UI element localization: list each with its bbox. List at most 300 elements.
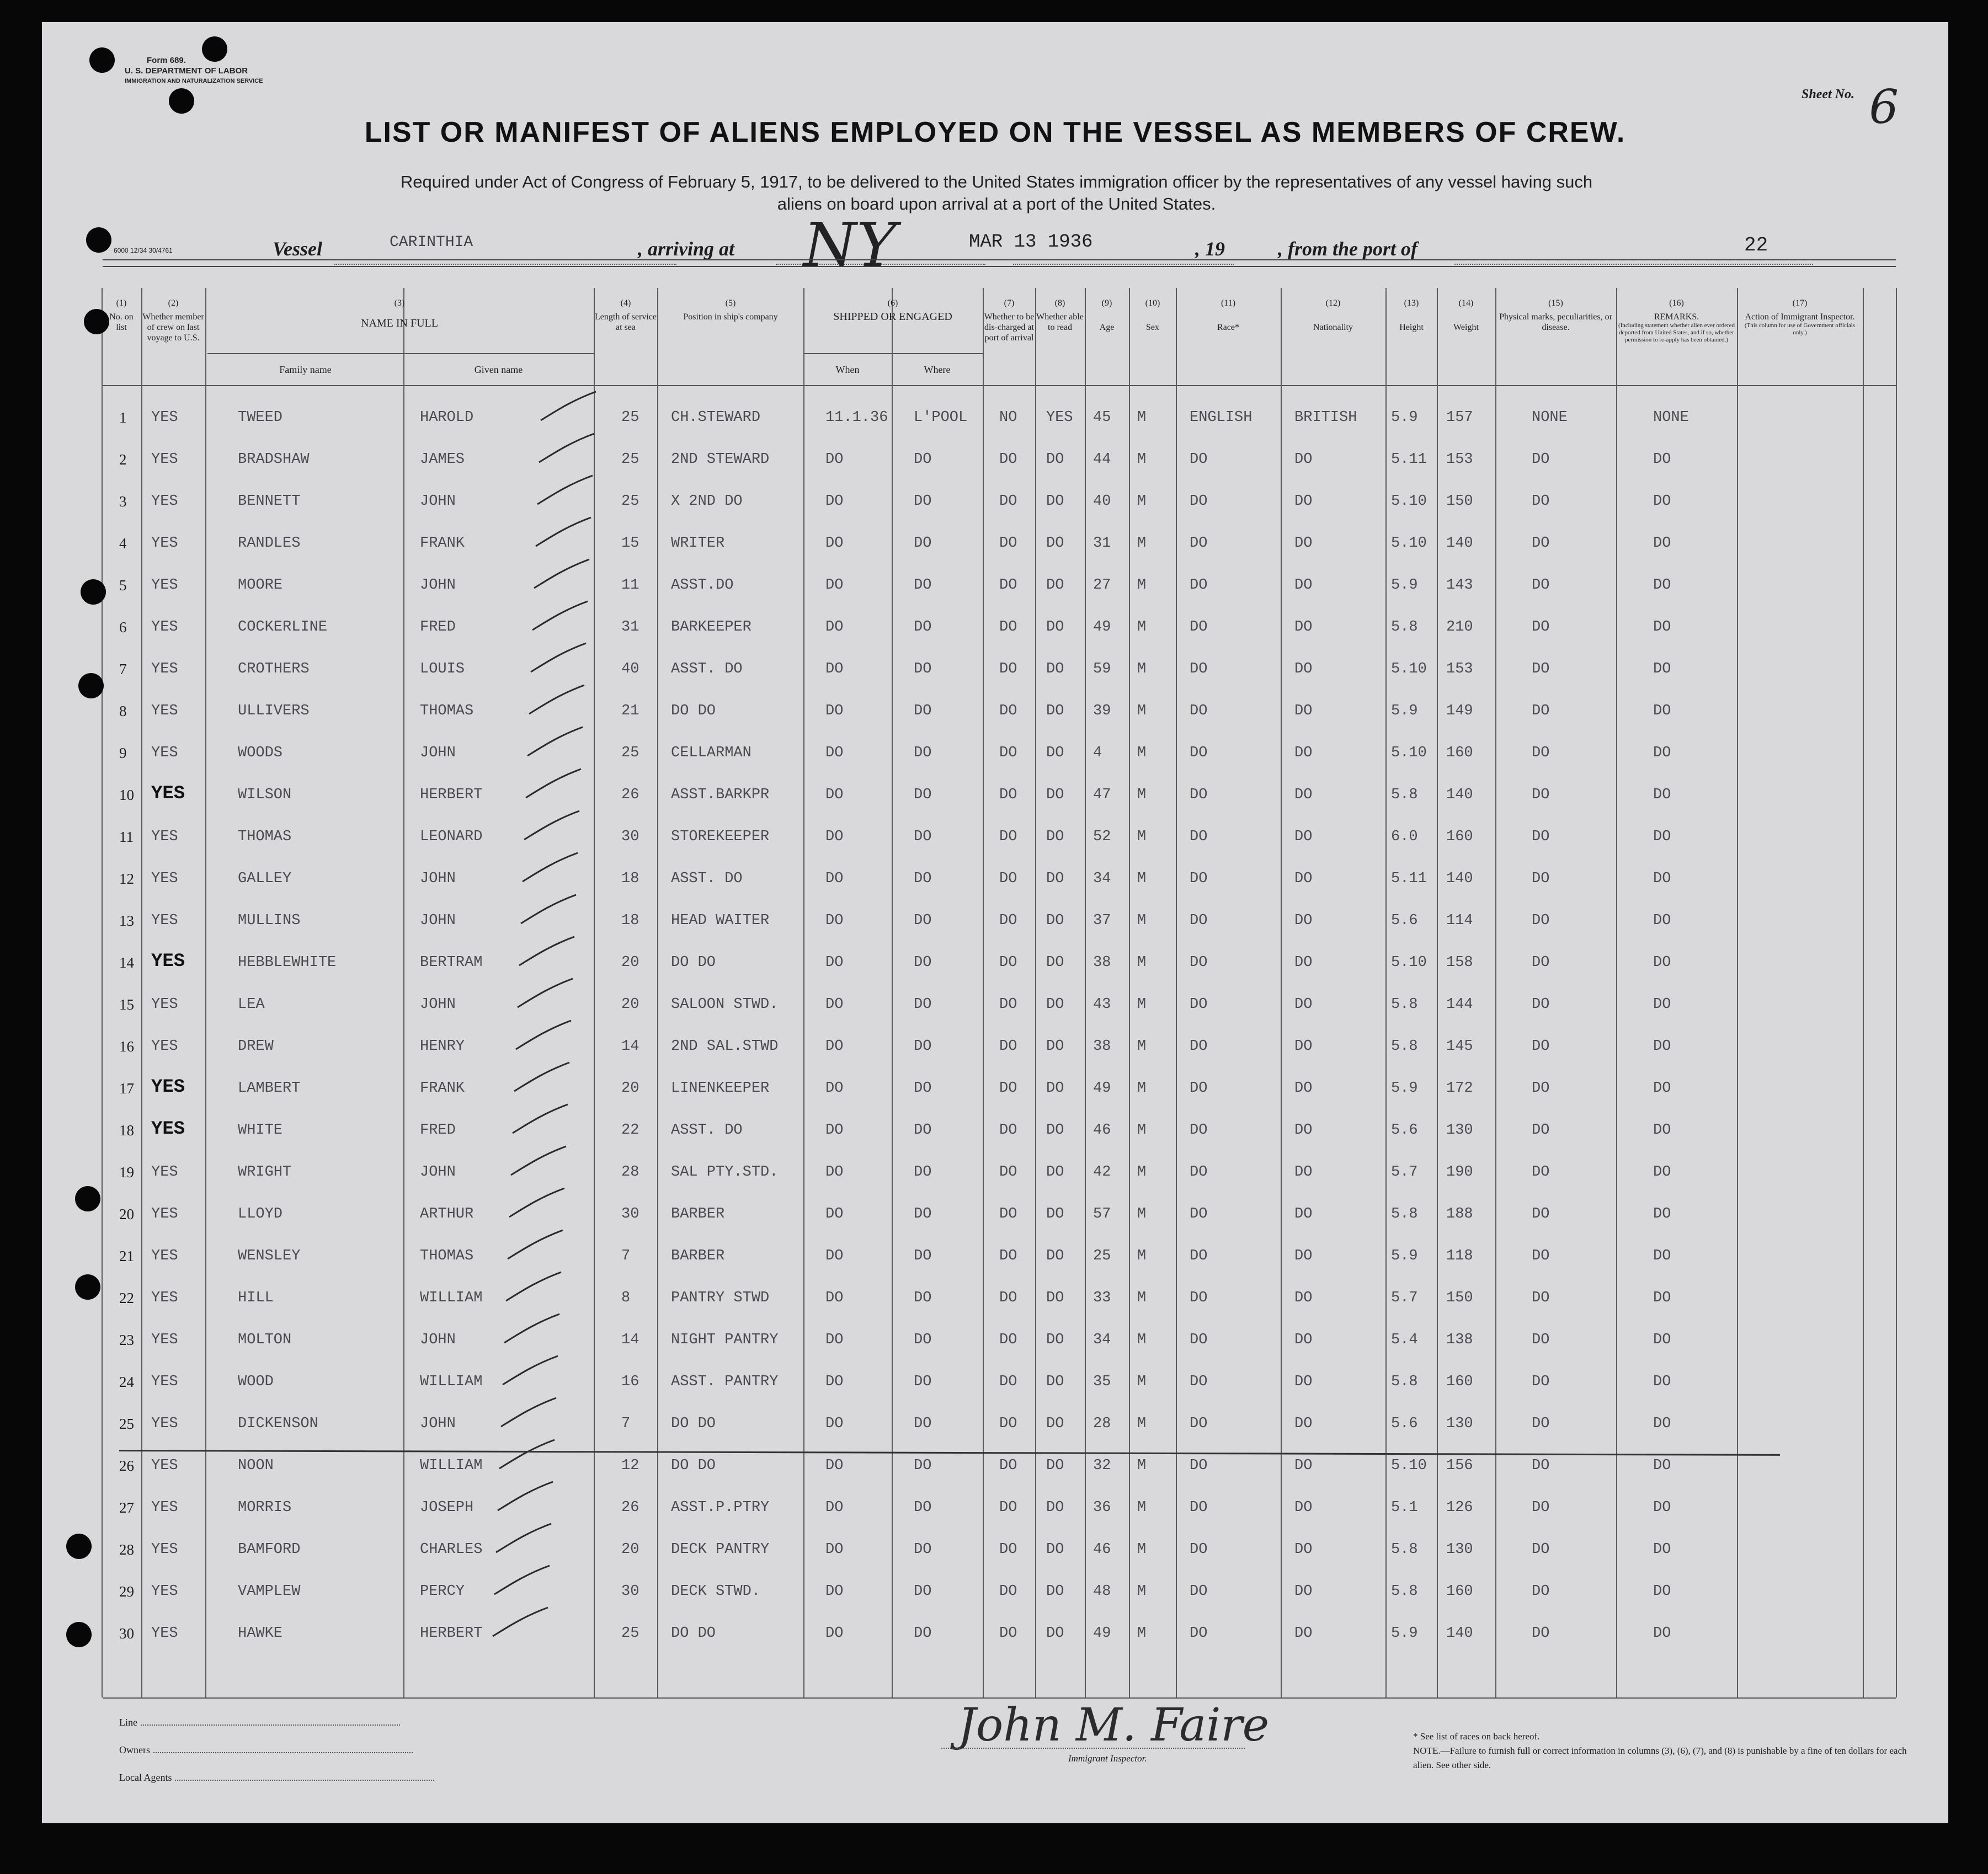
col-header-when: When [835,364,860,375]
cell-given: JOSEPH [420,1499,474,1516]
cell-discharged: DO [999,451,1017,468]
cell-race: DO [1190,535,1208,552]
cell-age: 31 [1093,535,1111,552]
cell-service: 18 [621,871,639,887]
punch-hole [202,36,227,62]
cell-discharged: DO [999,1625,1017,1642]
cell-family: DICKENSON [238,1416,318,1432]
cell-given: JAMES [420,451,465,468]
cell-service: 28 [621,1164,639,1181]
table-row [42,1068,1948,1101]
cell-discharged: DO [999,1499,1017,1516]
cell-where: DO [914,1206,932,1222]
cell-no: 20 [119,1206,134,1222]
cell-family: BRADSHAW [238,451,310,468]
cell-crew: YES [151,1374,178,1390]
cell-height: 5.11 [1391,451,1427,468]
cell-discharged: DO [999,871,1017,887]
cell-marks: DO [1532,1625,1550,1642]
cell-marks: DO [1532,661,1550,677]
inspector-signature: John M. Faire [958,1699,1270,1752]
cell-height: 5.9 [1391,409,1418,426]
col-header-shipped: (6) SHIPPED OR ENGAGED [833,298,952,323]
punch-hole [75,1186,100,1211]
cell-age: 35 [1093,1374,1111,1390]
cell-position: BARKEEPER [671,619,752,636]
cell-sex: M [1137,1541,1147,1558]
cell-discharged: DO [999,1248,1017,1264]
cell-where: DO [914,1457,932,1474]
cell-age: 34 [1093,871,1111,887]
cell-sex: M [1137,1080,1147,1097]
cell-no: 7 [119,661,127,677]
check-mark-icon [529,641,589,674]
cell-when: DO [825,1080,844,1097]
cell-race: DO [1190,1583,1208,1600]
vessel-label: Vessel [273,238,322,260]
cell-crew: YES [151,829,178,845]
cell-crew: YES [151,1625,178,1642]
cell-race: DO [1190,1541,1208,1558]
table-row [42,481,1948,514]
cell-remarks: DO [1653,493,1671,510]
cell-nationality: DO [1294,535,1313,552]
cell-read: DO [1046,1206,1064,1222]
cell-remarks: DO [1653,1080,1671,1097]
cell-service: 22 [621,1122,639,1139]
col-header-sex: (10) Sex [1145,298,1160,332]
cell-nationality: DO [1294,451,1313,468]
cell-read: DO [1046,954,1064,971]
cell-service: 11 [621,577,639,594]
cell-height: 5.8 [1391,619,1418,636]
punch-hole [75,1274,100,1300]
cell-no: 25 [119,1416,134,1432]
fine-note: NOTE.—Failure to furnish full or correct information in columns (3), (6), (7), and (8) is punishable by a fine of ten dollars for each alien. See other side. [1413,1745,1907,1770]
cell-crew: YES [151,1332,178,1348]
cell-height: 5.8 [1391,1583,1418,1600]
cell-age: 37 [1093,912,1111,929]
cell-service: 12 [621,1457,639,1474]
cell-service: 25 [621,745,639,761]
cell-position: LINENKEEPER [671,1080,770,1097]
col-header-discharged: (7) Whether to be dis-charged at port of arrival [984,298,1035,343]
cell-when: DO [825,1038,844,1055]
cell-when: DO [825,1248,844,1264]
check-mark-icon [539,389,599,423]
cell-marks: DO [1532,745,1550,761]
cell-discharged: DO [999,1290,1017,1306]
cell-given: JOHN [420,1164,456,1181]
cell-service: 14 [621,1038,639,1055]
cell-age: 36 [1093,1499,1111,1516]
cell-family: CROTHERS [238,661,310,677]
page-title: LIST OR MANIFEST OF ALIENS EMPLOYED ON THE VESSEL AS MEMBERS OF CREW. [364,116,1626,148]
cell-no: 4 [119,535,127,552]
cell-read: DO [1046,1583,1064,1600]
cell-service: 18 [621,912,639,929]
cell-age: 40 [1093,493,1111,510]
cell-remarks: DO [1653,1290,1671,1306]
cell-crew: YES [151,996,178,1013]
cell-height: 5.10 [1391,661,1427,677]
cell-marks: NONE [1532,409,1568,426]
cell-where: DO [914,703,932,719]
cell-crew: YES [151,951,185,972]
cell-family: COCKERLINE [238,619,328,636]
cell-remarks: DO [1653,451,1671,468]
cell-race: DO [1190,912,1208,929]
cell-crew: YES [151,577,178,594]
cell-nationality: DO [1294,1583,1313,1600]
check-mark-icon [507,1186,568,1219]
cell-family: GALLEY [238,871,292,887]
cell-remarks: DO [1653,871,1671,887]
cell-service: 25 [621,493,639,510]
cell-marks: DO [1532,1374,1550,1390]
cell-sex: M [1137,1164,1147,1181]
col-header-race: (11) Race* [1217,298,1239,332]
cell-sex: M [1137,1374,1147,1390]
cell-where: DO [914,1038,932,1055]
cell-race: DO [1190,1416,1208,1432]
check-mark-icon [505,1228,566,1261]
check-mark-icon [515,976,576,1010]
check-mark-icon [499,1396,559,1429]
cell-position: 2ND STEWARD [671,451,770,468]
table-row [42,900,1948,933]
cell-discharged: NO [999,409,1017,426]
col-header-name: (3) NAME IN FULL [361,298,438,329]
cell-nationality: DO [1294,577,1313,594]
department-label: U. S. DEPARTMENT OF LABOR [125,66,248,76]
cell-family: MOORE [238,577,283,594]
cell-read: YES [1046,409,1073,426]
cell-nationality: DO [1294,1122,1313,1139]
cell-given: FRED [420,1122,456,1139]
cell-when: DO [825,1499,844,1516]
table-row [42,984,1948,1017]
cell-given: JOHN [420,745,456,761]
table-row [42,565,1948,598]
cell-remarks: DO [1653,619,1671,636]
check-mark-icon [534,515,594,548]
cell-weight: 114 [1446,912,1473,929]
cell-marks: DO [1532,1038,1550,1055]
cell-marks: DO [1532,1583,1550,1600]
cell-height: 6.0 [1391,829,1418,845]
cell-no: 30 [119,1625,134,1642]
cell-when: DO [825,1206,844,1222]
cell-marks: DO [1532,451,1550,468]
cell-race: DO [1190,577,1208,594]
cell-read: DO [1046,1290,1064,1306]
col-header-position: (5) Position in ship's company [683,298,778,322]
cell-nationality: DO [1294,1416,1313,1432]
cell-sex: M [1137,1038,1147,1055]
cell-given: HERBERT [420,787,483,803]
cell-given: HERBERT [420,1625,483,1642]
cell-remarks: DO [1653,1583,1671,1600]
cell-position: SAL PTY.STD. [671,1164,779,1181]
cell-no: 15 [119,996,134,1013]
cell-given: JOHN [420,1416,456,1432]
cell-where: DO [914,451,932,468]
cell-no: 21 [119,1248,134,1264]
cell-age: 45 [1093,409,1111,426]
check-mark-icon [537,431,598,465]
check-mark-icon [492,1563,553,1597]
year-label: , 19 [1195,238,1225,260]
cell-when: 11.1.36 [825,409,888,426]
cell-read: DO [1046,661,1064,677]
cell-position: ASST. PANTRY [671,1374,779,1390]
check-mark-icon [519,893,579,926]
cell-discharged: DO [999,1583,1017,1600]
cell-family: HILL [238,1290,274,1306]
cell-family: LEA [238,996,265,1013]
cell-family: TWEED [238,409,283,426]
subtitle [207,171,1786,215]
cell-position: CELLARMAN [671,745,752,761]
cell-read: DO [1046,1038,1064,1055]
cell-discharged: DO [999,661,1017,677]
cell-race: DO [1190,619,1208,636]
table-row [42,1487,1948,1520]
cell-age: 57 [1093,1206,1111,1222]
cell-when: DO [825,661,844,677]
cell-family: VAMPLEW [238,1583,301,1600]
cell-where: DO [914,1122,932,1139]
check-mark-icon [522,809,583,842]
table-row [42,523,1948,556]
cell-height: 5.10 [1391,1457,1427,1474]
cell-remarks: DO [1653,703,1671,719]
cell-where: DO [914,619,932,636]
cell-weight: 140 [1446,787,1473,803]
cell-age: 46 [1093,1122,1111,1139]
cell-sex: M [1137,1248,1147,1264]
cell-service: 40 [621,661,639,677]
cell-race: ENGLISH [1190,409,1253,426]
cell-read: DO [1046,829,1064,845]
table-row [42,1362,1948,1395]
punch-hole [169,88,194,114]
cell-age: 25 [1093,1248,1111,1264]
cell-height: 5.9 [1391,1625,1418,1642]
cell-height: 5.1 [1391,1499,1418,1516]
cell-service: 14 [621,1332,639,1348]
cell-race: DO [1190,871,1208,887]
cell-sex: M [1137,1290,1147,1306]
cell-sex: M [1137,829,1147,845]
cell-family: WOODS [238,745,283,761]
check-mark-icon [517,935,578,968]
cell-service: 7 [621,1416,631,1432]
cell-family: LLOYD [238,1206,283,1222]
cell-age: 32 [1093,1457,1111,1474]
cell-race: DO [1190,493,1208,510]
cell-marks: DO [1532,1499,1550,1516]
cell-sex: M [1137,703,1147,719]
cell-read: DO [1046,1625,1064,1642]
cell-crew: YES [151,745,178,761]
from-port-label: , from the port of [1278,238,1418,260]
cell-no: 8 [119,703,127,719]
check-mark-icon [535,473,596,506]
cell-marks: DO [1532,954,1550,971]
cell-discharged: DO [999,703,1017,719]
cell-weight: 118 [1446,1248,1473,1264]
check-mark-icon [530,599,591,632]
cell-family: RANDLES [238,535,301,552]
date-stamp: MAR 13 1936 [969,232,1093,253]
check-mark-icon [500,1354,561,1387]
cell-crew: YES [151,493,178,510]
check-mark-icon [494,1521,555,1555]
cell-discharged: DO [999,1080,1017,1097]
cell-discharged: DO [999,1122,1017,1139]
cell-read: DO [1046,451,1064,468]
cell-race: DO [1190,451,1208,468]
cell-read: DO [1046,1332,1064,1348]
cell-race: DO [1190,1499,1208,1516]
sheet-number: 6 [1869,80,1899,134]
cell-where: L'POOL [914,409,968,426]
cell-weight: 130 [1446,1541,1473,1558]
cell-age: 44 [1093,451,1111,468]
cell-position: ASST.BARKPR [671,787,770,803]
cell-crew: YES [151,535,178,552]
cell-remarks: DO [1653,1206,1671,1222]
cell-discharged: DO [999,912,1017,929]
table-row [42,1529,1948,1562]
cell-sex: M [1137,1625,1147,1642]
cell-age: 39 [1093,703,1111,719]
cell-family: MOLTON [238,1332,292,1348]
cell-given: FRED [420,619,456,636]
cell-remarks: DO [1653,1457,1671,1474]
check-mark-icon [525,725,586,758]
cell-height: 5.4 [1391,1332,1418,1348]
table-row [42,1320,1948,1353]
cell-nationality: DO [1294,1248,1313,1264]
cell-height: 5.8 [1391,1206,1418,1222]
cell-sex: M [1137,787,1147,803]
table-row [42,1110,1948,1143]
cell-family: HAWKE [238,1625,283,1642]
cell-marks: DO [1532,619,1550,636]
cell-read: DO [1046,745,1064,761]
cell-given: THOMAS [420,703,474,719]
footer-owners: Owners [119,1744,413,1756]
cell-sex: M [1137,912,1147,929]
cell-family: DREW [238,1038,274,1055]
form-number: Form 689. [147,56,186,65]
cell-weight: 140 [1446,1625,1473,1642]
cell-service: 21 [621,703,639,719]
cell-no: 19 [119,1164,134,1181]
cell-marks: DO [1532,1206,1550,1222]
cell-remarks: DO [1653,1499,1671,1516]
cell-where: DO [914,1583,932,1600]
cell-family: LAMBERT [238,1080,301,1097]
cell-discharged: DO [999,996,1017,1013]
check-mark-icon [495,1480,556,1513]
cell-no: 28 [119,1541,134,1558]
cell-sex: M [1137,535,1147,552]
cell-no: 2 [119,451,127,468]
cell-where: DO [914,745,932,761]
cell-no: 18 [119,1122,134,1139]
check-mark-icon [502,1312,563,1345]
cell-crew: YES [151,409,178,426]
cell-height: 5.8 [1391,1541,1418,1558]
cell-race: DO [1190,745,1208,761]
cell-service: 25 [621,451,639,468]
cell-race: DO [1190,1625,1208,1642]
cell-race: DO [1190,1206,1208,1222]
cell-nationality: DO [1294,1625,1313,1642]
cell-discharged: DO [999,1038,1017,1055]
cell-sex: M [1137,745,1147,761]
cell-marks: DO [1532,1332,1550,1348]
cell-nationality: DO [1294,1080,1313,1097]
cell-where: DO [914,1080,932,1097]
cell-when: DO [825,1625,844,1642]
cell-nationality: DO [1294,1332,1313,1348]
cell-height: 5.8 [1391,1374,1418,1390]
cell-crew: YES [151,619,178,636]
cell-weight: 140 [1446,535,1473,552]
cell-given: ARTHUR [420,1206,474,1222]
cell-read: DO [1046,703,1064,719]
cell-height: 5.6 [1391,912,1418,929]
subtitle-line-2: aliens on board upon arrival at a port of the United States. [777,194,1216,213]
cell-no: 13 [119,912,134,929]
cell-service: 26 [621,1499,639,1516]
cell-remarks: DO [1653,1038,1671,1055]
cell-age: 38 [1093,1038,1111,1055]
cell-position: WRITER [671,535,725,552]
check-mark-icon [532,557,593,590]
cell-where: DO [914,535,932,552]
footer-line: Line [119,1717,400,1728]
cell-sex: M [1137,1332,1147,1348]
cell-crew: YES [151,661,178,677]
cell-read: DO [1046,1541,1064,1558]
col-header-nationality: (12) Nationality [1313,298,1353,332]
cell-no: 23 [119,1332,134,1348]
cell-remarks: DO [1653,1374,1671,1390]
cell-family: WENSLEY [238,1248,301,1264]
punch-hole [66,1622,92,1647]
cell-when: DO [825,996,844,1013]
cell-when: DO [825,745,844,761]
cell-remarks: DO [1653,1625,1671,1642]
cell-no: 29 [119,1583,134,1600]
col-header-no: (1) No. on list [109,298,134,332]
cell-remarks: DO [1653,954,1671,971]
col-header-age: (9) Age [1099,298,1115,332]
cell-remarks: DO [1653,1122,1671,1139]
cell-when: DO [825,577,844,594]
cell-family: NOON [238,1457,274,1474]
cell-height: 5.7 [1391,1164,1418,1181]
check-mark-icon [524,767,584,800]
cell-given: LEONARD [420,829,483,845]
punch-hole [84,309,109,334]
